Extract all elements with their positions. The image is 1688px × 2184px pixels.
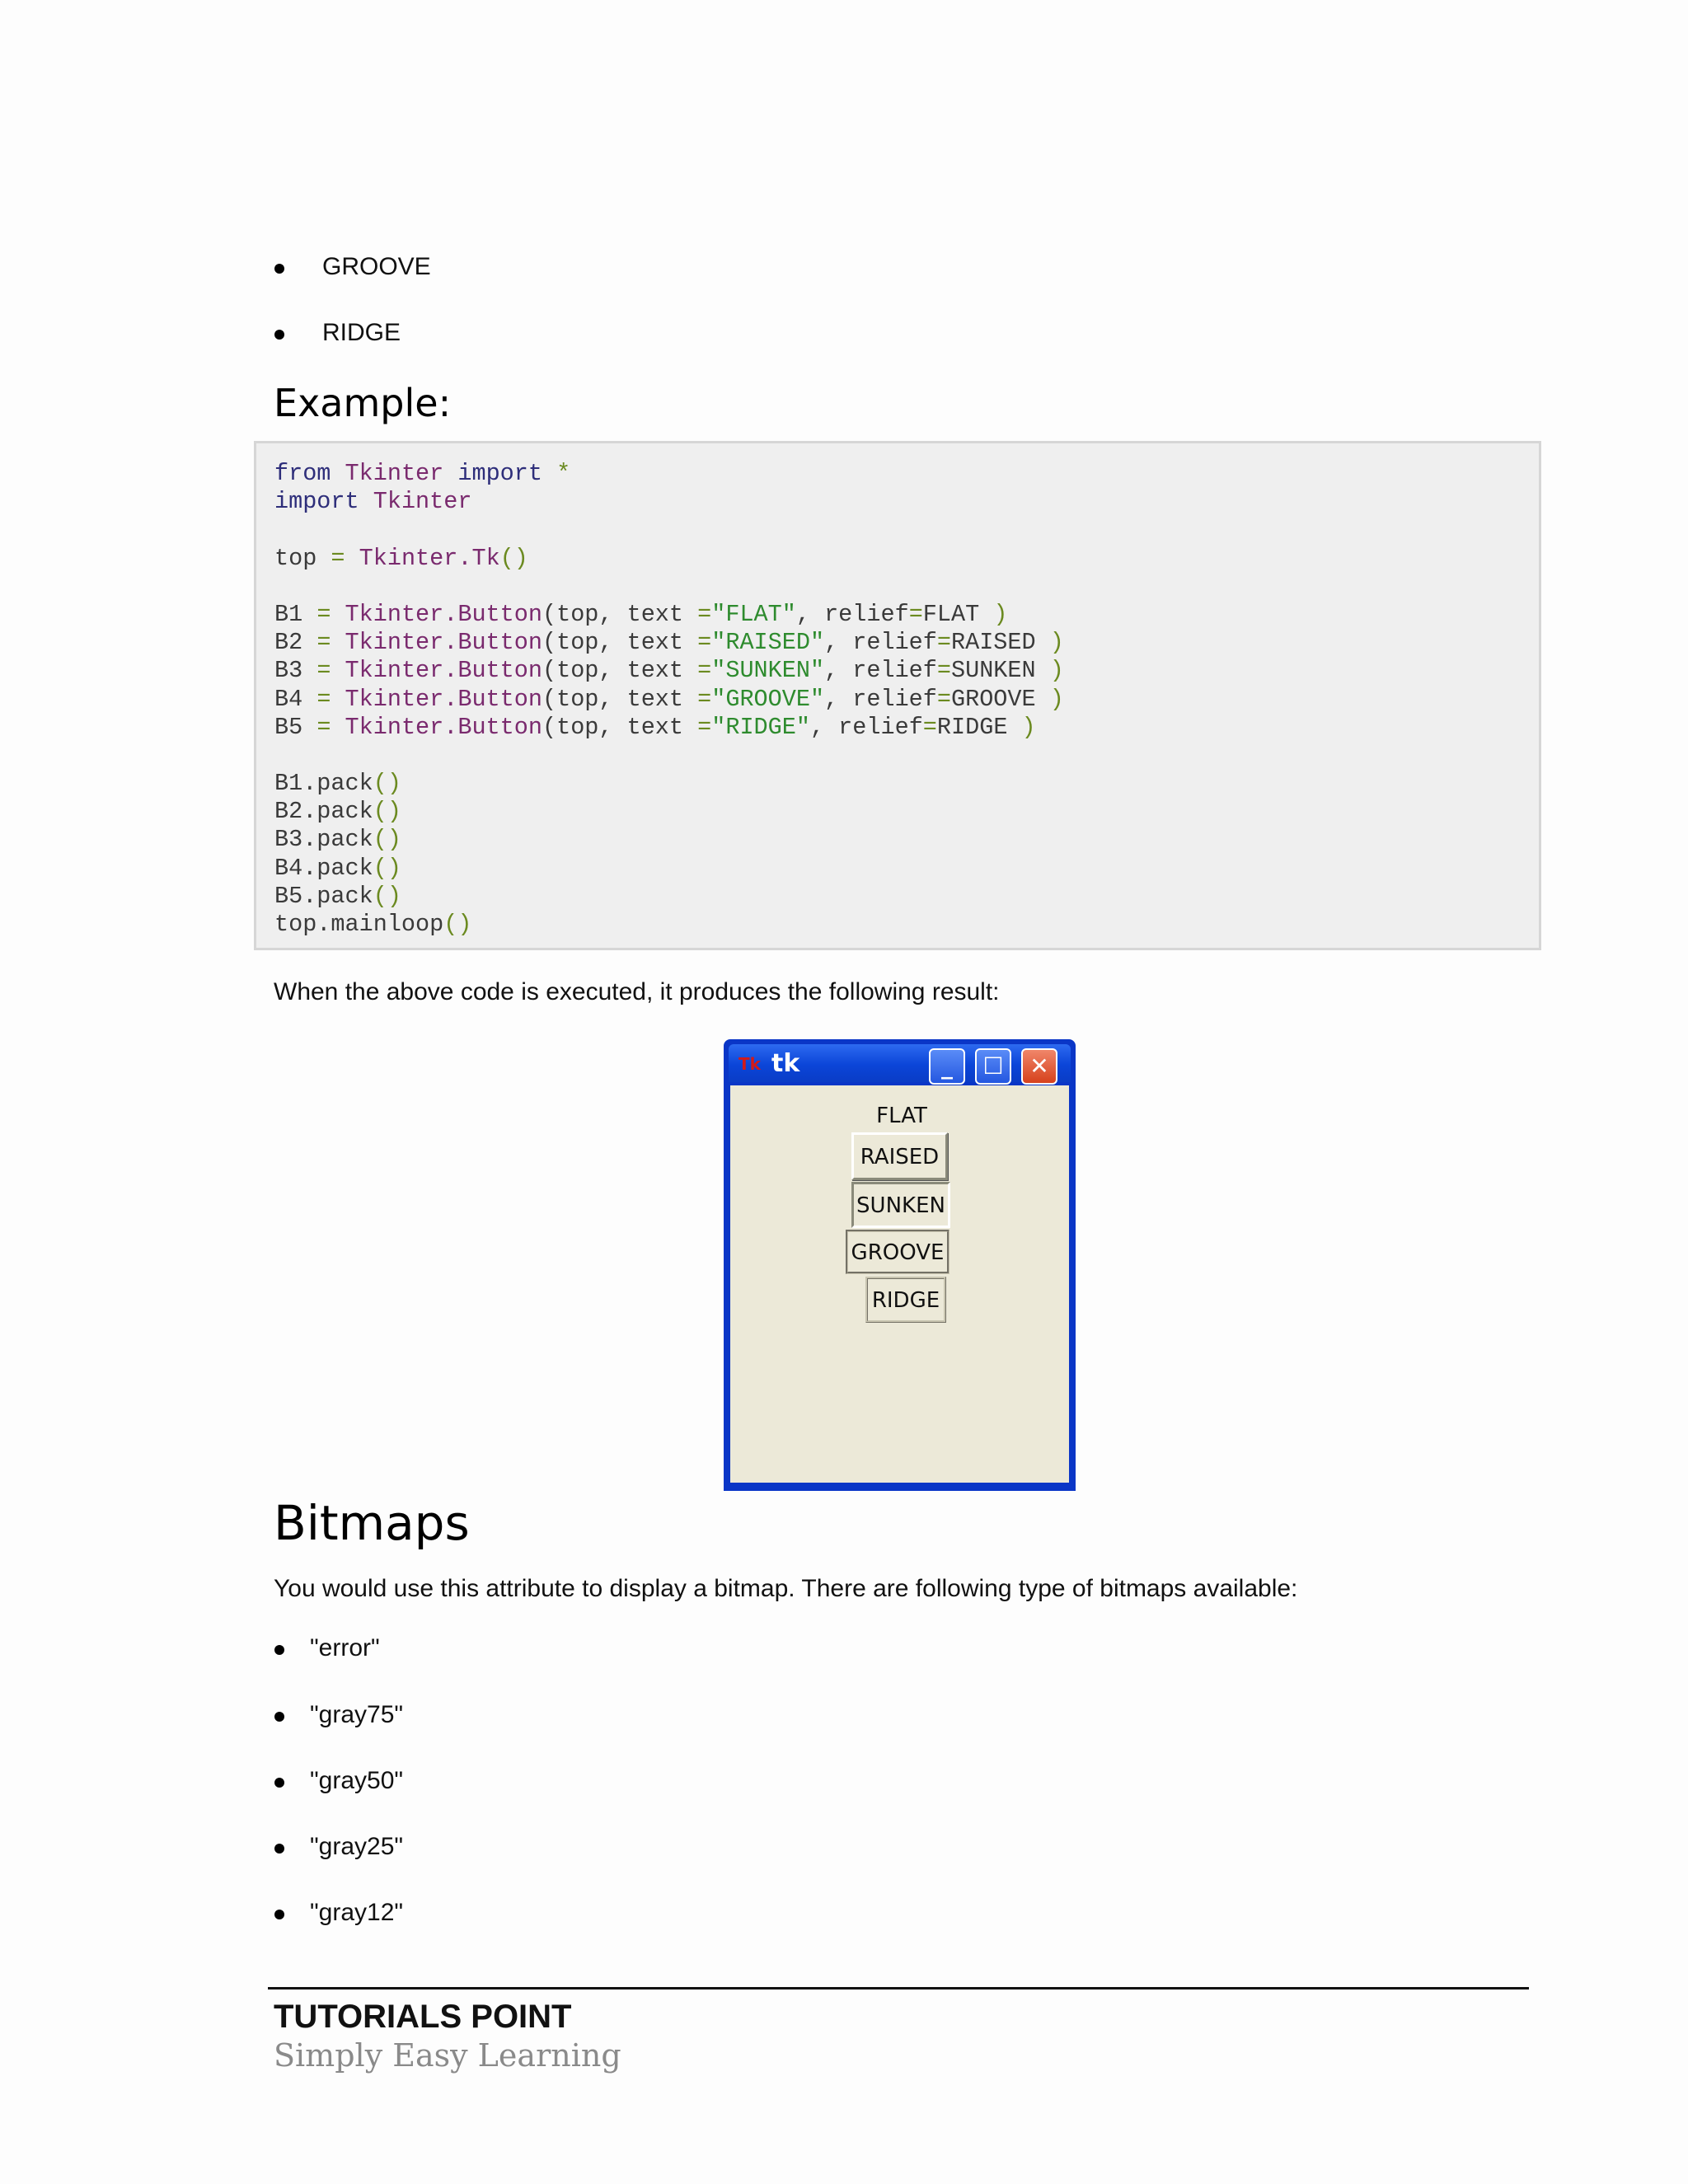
bullet-icon bbox=[274, 1778, 284, 1788]
code-line: B4 = Tkinter.Button(top, text ="GROOVE", relief=GROOVE ) bbox=[274, 685, 1064, 713]
footer-title: TUTORIALS POINT bbox=[274, 1999, 572, 2035]
tk-window bbox=[724, 1039, 1076, 1491]
bullet-icon bbox=[274, 1645, 284, 1655]
list-item-text: "error" bbox=[310, 1634, 380, 1661]
code-block bbox=[254, 441, 1541, 950]
tk-titlebar[interactable] bbox=[729, 1044, 1071, 1082]
code-line: B5.pack() bbox=[274, 882, 401, 910]
minimize-icon: _ bbox=[941, 1052, 953, 1080]
list-item-text: "gray75" bbox=[310, 1701, 404, 1728]
code-line: B1 = Tkinter.Button(top, text ="FLAT", relief=FLAT ) bbox=[274, 600, 1008, 628]
code-line bbox=[274, 516, 1064, 544]
list-item-text: GROOVE bbox=[322, 253, 431, 280]
code-lines bbox=[274, 460, 1064, 939]
code-line: import Tkinter bbox=[274, 488, 472, 516]
groove-button[interactable]: GROOVE bbox=[846, 1230, 950, 1274]
footer-subtitle: Simply Easy Learning bbox=[274, 2037, 621, 2074]
code-line: B5 = Tkinter.Button(top, text ="RIDGE", relief=RIDGE ) bbox=[274, 713, 1036, 741]
bullet-icon bbox=[274, 1844, 284, 1854]
list-item-text: "gray50" bbox=[310, 1767, 404, 1794]
code-line: top.mainloop() bbox=[274, 911, 472, 938]
code-line: B3 = Tkinter.Button(top, text ="SUNKEN", relief=SUNKEN ) bbox=[274, 657, 1064, 685]
ridge-button[interactable]: RIDGE bbox=[865, 1277, 946, 1323]
tk-window-title: tk bbox=[771, 1049, 800, 1078]
code-line: B1.pack() bbox=[274, 770, 401, 798]
code-line bbox=[274, 573, 1064, 601]
bullet-icon bbox=[274, 1712, 284, 1722]
code-line: B2 = Tkinter.Button(top, text ="RAISED", relief=RAISED ) bbox=[274, 629, 1064, 657]
sunken-button[interactable]: SUNKEN bbox=[851, 1182, 950, 1228]
list-item-text: RIDGE bbox=[322, 319, 401, 346]
list-item-text: "gray12" bbox=[310, 1899, 404, 1926]
code-line bbox=[274, 742, 1064, 770]
flat-button[interactable]: FLAT bbox=[876, 1104, 927, 1128]
code-line: from Tkinter import * bbox=[274, 460, 571, 487]
tk-window-body bbox=[730, 1085, 1069, 1483]
maximize-icon: ☐ bbox=[982, 1052, 1004, 1080]
maximize-button[interactable] bbox=[975, 1048, 1011, 1085]
bitmaps-intro: You would use this attribute to display a bitmap. There are following type of bitmaps available: bbox=[274, 1575, 1298, 1602]
close-button[interactable] bbox=[1021, 1048, 1057, 1085]
bullet-icon bbox=[274, 1910, 284, 1919]
list-item-text: "gray25" bbox=[310, 1833, 404, 1860]
code-line: B2.pack() bbox=[274, 798, 401, 826]
code-line: B3.pack() bbox=[274, 826, 401, 854]
code-line: B4.pack() bbox=[274, 854, 401, 882]
code-line: top = Tkinter.Tk() bbox=[274, 544, 528, 572]
footer-divider bbox=[268, 1987, 1529, 1990]
bullet-icon bbox=[274, 330, 284, 340]
result-intro: When the above code is executed, it produces the following result: bbox=[274, 978, 1000, 1005]
tk-logo-icon: Tk bbox=[738, 1054, 761, 1074]
bitmaps-heading: Bitmaps bbox=[274, 1495, 470, 1551]
minimize-button[interactable] bbox=[929, 1048, 965, 1085]
bullet-icon bbox=[274, 264, 284, 274]
raised-button[interactable]: RAISED bbox=[851, 1132, 948, 1180]
close-icon: ✕ bbox=[1029, 1052, 1049, 1080]
example-heading: Example: bbox=[274, 381, 452, 425]
